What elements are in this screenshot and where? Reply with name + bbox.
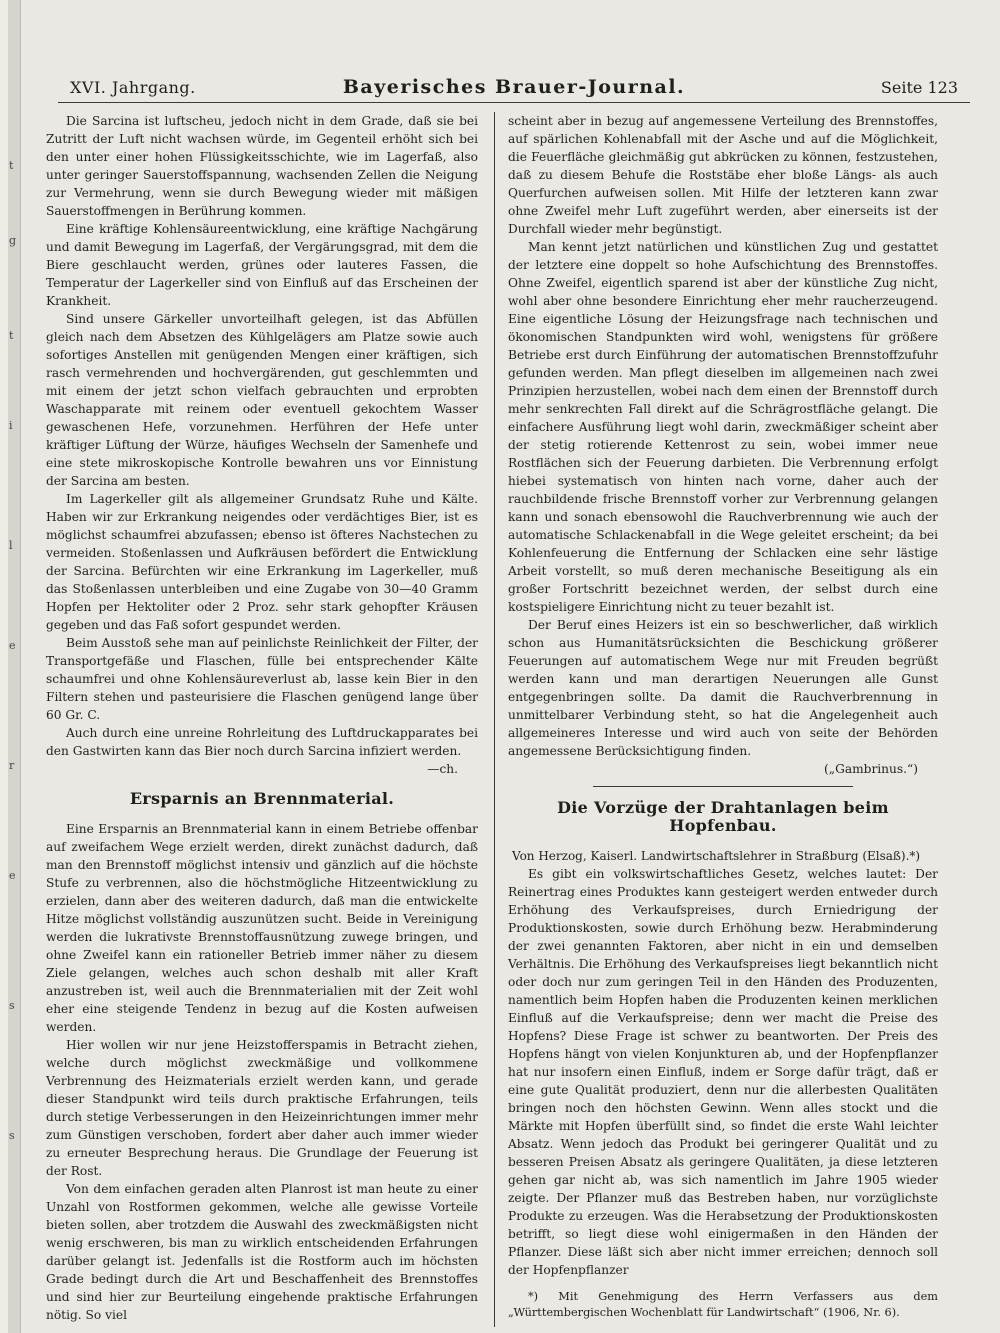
- gutter-fragment: e: [9, 869, 16, 882]
- paragraph: Die Sarcina ist luftscheu, jedoch nicht in dem Grade, daß sie bei Zutritt der Luft nicht wachsen würde, im Gegenteil erhöht sich bei den unter einer hohen Flüssigkeitsschichte, wie im Lagerfaß, also unter geringer Sauerstoffspannung, wachsenden Zellen die Neigung zur Vermehrung, wenn sie durch Bewegung wieder mit mäßigen Sauerstoffmengen in Berührung kommen.: [46, 114, 478, 218]
- journal-title: Bayerisches Brauer-Journal.: [342, 76, 686, 98]
- article-heading: Die Vorzüge der Drahtanlagen beim Hopfenbau.: [557, 798, 889, 835]
- left-gutter: [8, 0, 21, 1333]
- paragraph: Eine Ersparnis an Brennmaterial kann in einem Betriebe offenbar auf zweifachem Wege erzielt werden, direkt zunächst dadurch, daß man den Brennstoff möglichst intensiv und gänzlich auf die höchste Stufe zu verbrennen, also die höchstmögliche Hitzeentwicklung zu erzielen, dann aber des weiteren dadurch, daß man die entwickelte Hitze möglichst vollständig auszunützen sucht. Beide in Vereinigung werden die lukrativste Brennstoffausnützung zuwege bringen, und ohne Zweifel kann ein rationeller Betrieb immer näher zu diesem Ziele gelangen, welches auch schon deshalb mit aller Kraft anzustreben ist, weil auch die Brennmaterialien mit der Zeit wohl eher eine steigende Tendenz in bezug auf die Kosten aufweisen werden.: [46, 822, 478, 1034]
- page-sheet: [8, 0, 1000, 1333]
- paragraph: Beim Ausstoß sehe man auf peinlichste Reinlichkeit der Filter, der Transportgefäße und Flaschen, fülle bei entsprechender Kälte schaumfrei und ohne Kohlensäureverlust ab, lasse kein Bier in den Filtern stehen und pasteurisiere die Flaschen genügend lange über 60 Gr. C.: [46, 636, 478, 722]
- gutter-fragment: t: [9, 329, 14, 342]
- article-heading: Ersparnis an Brennmaterial.: [129, 789, 395, 808]
- author-signature: —ch.: [427, 762, 458, 776]
- paragraph: Der Beruf eines Heizers ist ein so beschwerlicher, daß wirklich schon aus Humanitätsrücksichten die Beschickung größerer Feuerungen auf automatischem Wege nur mit Freuden begrüßt werden kann und man derartigen Neuerungen alle Gunst entgegenbringen sollte. Da damit die Rauchverbrennung in unmittelbarer Verbindung steht, so hat die Angelegenheit auch allgemeineres Interesse und wird auch von seite der Behörden angemessene Berücksichtigung finden.: [508, 618, 938, 758]
- right-column: [508, 112, 938, 1321]
- paragraph: Sind unsere Gärkeller unvorteilhaft gelegen, ist das Abfüllen gleich nach dem Absetzen des Kühlgelägers am Platze sowie auch sofortiges Anstellen mit genügenden Mengen einer kräftigen, sich rasch vermehrenden und hochvergärenden, gut geschlemmten und mit einem der jetzt schon vielfach gebrauchten und erprobten Waschapparate mit reinem oder eventuell gekochtem Wasser gewaschenen Hefe, vorzunehmen. Herführen der Hefe unter kräftiger Lüftung der Würze, häufiges Wechseln der Samenhefe und eine stete mikroskopische Kontrolle bewahren uns vor Einnistung der Sarcina am besten.: [46, 312, 478, 488]
- gutter-fragment: l: [9, 539, 13, 552]
- gutter-fragment: e: [9, 639, 16, 652]
- gutter-fragment: r: [9, 759, 15, 772]
- footnote: *) Mit Genehmigung des Herrn Verfassers aus dem „Württembergischen Wochenblatt für Landwirtschaft“ (1906, Nr. 6).: [508, 1290, 938, 1319]
- paragraph: Es gibt ein volkswirtschaftliches Gesetz, welches lautet: Der Reinertrag eines Produktes kann gesteigert werden entweder durch Erhöhung des Verkaufspreises, durch Erniedrigung der Produktionskosten, sowie durch Erhöhung bezw. Herabminderung der zwei genannten Faktoren, aber nicht in ein und demselben Verhältnis. Die Erhöhung des Verkaufspreises liegt bekanntlich nicht oder doch nur zum geringen Teil in den Händen des Produzenten, namentlich beim Hopfen haben die Produzenten keinen merklichen Einfluß auf die Verkaufspreise; denn wer macht die Preise des Hopfens? Diese Frage ist schwer zu beantworten. Der Preis des Hopfens hängt von vielen Konjunkturen ab, und der Hopfenpflanzer hat nur insofern einen Einfluß, indem er Sorge dafür trägt, daß er eine gute Qualität produziert, denn nur die allerbesten Qualitäten bringen noch den höchsten Gewinn. Wenn alles stockt und die Märkte mit Hopfen überfüllt sind, so findet die erste Wahl leichter Absatz. Wenn jedoch das Produkt bei geringerer Qualität und zu besseren Preisen Absatz als geringere Qualitäten, ja diese letzteren gehen gar nicht ab, was sich namentlich im Jahre 1905 wieder zeigte. Der Pflanzer muß das Bestreben haben, nur vorzüglichste Produkte zu erzeugen. Was die Herabsetzung der Produktionskosten betrifft, so liegt diese wohl einigermaßen in den Händen der Pflanzer. Diese läßt sich aber nicht immer erreichen; dennoch soll der Hopfenpflanzer: [508, 867, 938, 1277]
- paragraph: Hier wollen wir nur jene Heizstofferspamis in Betracht ziehen, welche durch möglichst zweckmäßige und vollkommene Verbrennung des Heizmaterials erzielt werden kann, und gerade dieser Standpunkt wird teils durch praktische Erfahrungen, teils durch stetige Verbesserungen in den Heizeinrichtungen immer mehr zum Günstigen verschoben, fordert aber daher auch immer wieder zu erneuter Besprechung heraus. Die Grundlage der Feuerung ist der Rost.: [46, 1038, 478, 1178]
- paragraph: Von dem einfachen geraden alten Planrost ist man heute zu einer Unzahl von Rostformen gekommen, welche alle gewisse Vorteile bieten sollen, aber trotzdem die Auswahl des zweckmäßigsten nicht wenig erschweren, bis man zu wirklich entscheidenden Erfahrungen darüber gelangt ist. Jedenfalls ist die Rostform auch im höchsten Grade bedingt durch die Art und Beschaffenheit des Brennstoffes und sind hier zur Beurteilung eingehende praktische Erfahrungen nötig. So viel: [46, 1182, 478, 1322]
- paragraph: scheint aber in bezug auf angemessene Verteilung des Brennstoffes, auf spärlichen Kohlenabfall mit der Asche und auf die Möglichkeit, die Feuerfläche gleichmäßig gut abkrücken zu können, festzustehen, daß zu diesem Behufe die Roststäbe eher bloße Längs- als auch Querfurchen aufweisen sollen. Mit Hilfe der letzteren kann zwar ohne Zweifel mehr Luft zugeführt werden, aber einerseits ist der Durchfall wieder mehr begünstigt.: [508, 114, 938, 236]
- gutter-fragment: s: [9, 999, 15, 1012]
- running-header: [58, 72, 970, 103]
- byline: Von Herzog, Kaiserl. Landwirtschaftslehrer in Straßburg (Elsaß).*): [512, 849, 921, 863]
- paragraph: Auch durch eine unreine Rohrleitung des Luftdruckapparates bei den Gastwirten kann das Bier noch durch Sarcina infiziert werden.: [46, 726, 478, 758]
- paragraph: Eine kräftige Kohlensäureentwicklung, eine kräftige Nachgärung und damit Bewegung im Lagerfaß, der Vergärungsgrad, mit dem die Biere geschlaucht werden, grünes oder lauteres Fassen, die Temperatur der Lagerkeller sind von Einfluß auf das Erscheinen der Krankheit.: [46, 222, 478, 308]
- paragraph: Im Lagerkeller gilt als allgemeiner Grundsatz Ruhe und Kälte. Haben wir zur Erkrankung neigendes oder verdächtiges Bier, ist es möglichst schaumfrei abzufassen; ebenso ist öfteres Nachstechen zu vermeiden. Stoßenlassen und Aufkräusen befördert die Entwicklung der Sarcina. Befürchten wir eine Erkrankung im Lagerkeller, muß das Stoßenlassen unterbleiben und eine Zugabe von 30—40 Gramm Hopfen per Hektoliter oder 2 Proz. sehr stark gehopfter Kräusen gegeben und das Faß sofort gespundet werden.: [46, 492, 478, 632]
- left-column: [46, 112, 478, 1324]
- gutter-fragment: i: [9, 419, 13, 432]
- gutter-fragment: s: [9, 1129, 15, 1142]
- paragraph: Man kennt jetzt natürlichen und künstlichen Zug und gestattet der letztere eine doppelt so hohe Aufschichtung des Brennstoffes. Ohne Zweifel, eigentlich sparend ist aber der künstliche Zug nicht, wohl aber ohne besondere Einrichtung eher mehr raucherzeugend. Eine eigentliche Lösung der Heizungsfrage nach technischen und ökonomischen Standpunkten wird wohl, wenigstens für größere Betriebe erst durch Einführung der automatischen Brennstoffzufuhr gefunden werden. Man pflegt dieselben im allgemeinen nach zwei Prinzipien herzustellen, wobei nach dem einen der Brennstoff durch mehr senkrechten Fall direkt auf die Schrägrostfläche gelangt. Die einfachere Ausführung liegt wohl darin, zweckmäßiger scheint aber der stetig rotierende Kettenrost zu sein, wobei immer neue Rostflächen sich der Feuerung darbieten. Die Verbrennung erfolgt hiebei systematisch von hinten nach vorne, daher auch der rauchbildende frische Brennstoff vorher zur Verbrennung gelangen kann und sonach ebensowohl die Rauchverbrennung wie auch der automatische Schlackenabfall in die Wege geleitet erscheint; da bei Kohlenfeuerung die Entfernung der Schlacken eine sehr lästige Arbeit vorstellt, so muß deren mechanische Beseitigung als ein großer Fortschritt bezeichnet werden, der selbst durch eine kostspieligere Einrichtung nicht zu teuer bezahlt ist.: [508, 240, 938, 614]
- column-divider: [494, 112, 495, 1327]
- gutter-fragment: t: [9, 159, 14, 172]
- page-number: Seite 123: [880, 78, 958, 97]
- source-citation: („Gambrinus.“): [824, 762, 918, 776]
- gutter-fragment: g: [9, 234, 17, 247]
- volume-label: XVI. Jahrgang.: [70, 78, 196, 97]
- section-rule: [593, 786, 853, 787]
